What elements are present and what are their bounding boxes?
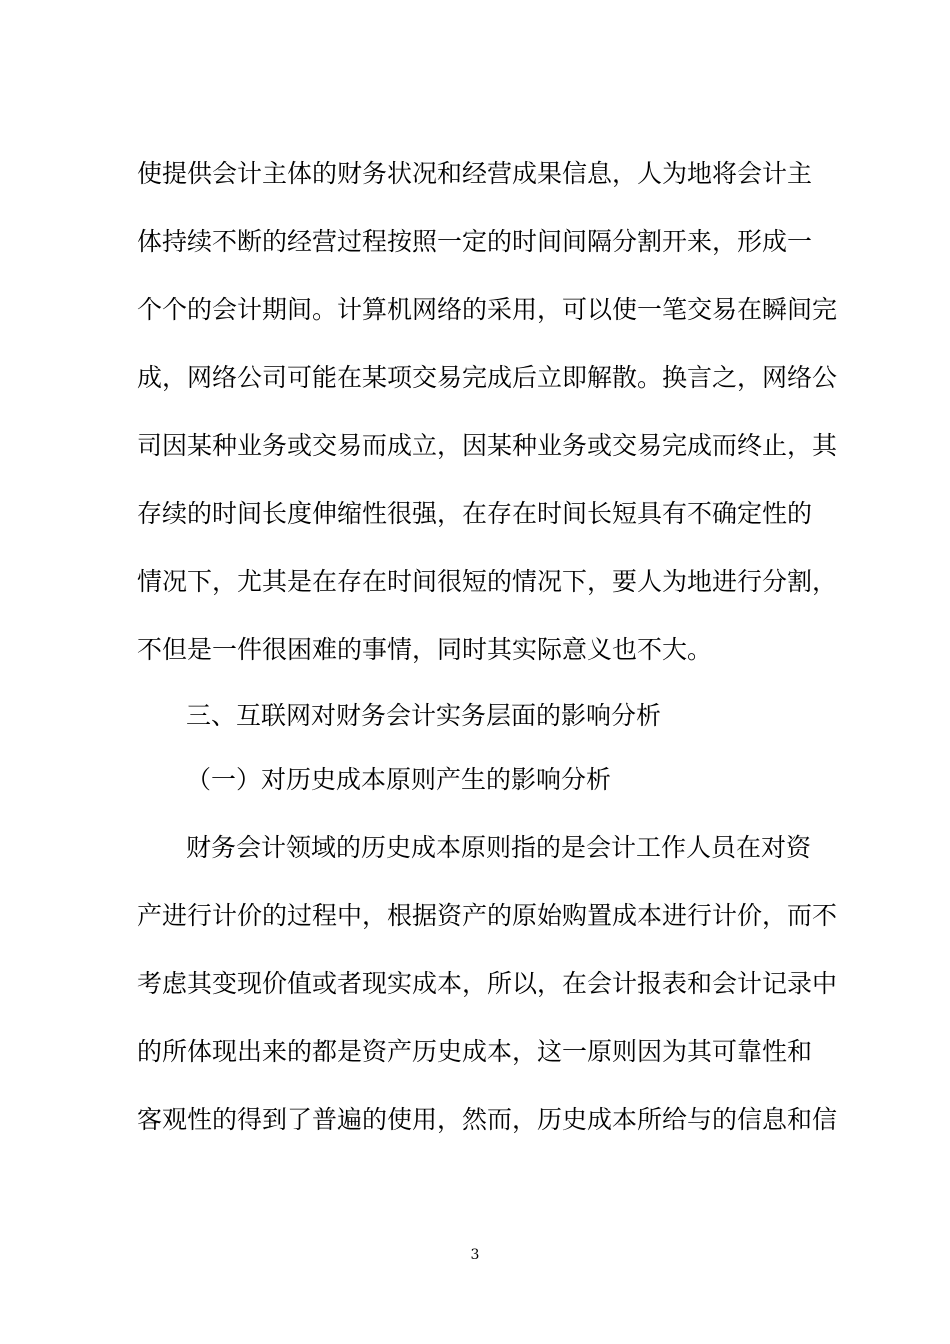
paragraph-1-line-4: 成，网络公司可能在某项交易完成后立即解散。换言之，网络公 (137, 363, 837, 392)
paragraph-1-line-6: 存续的时间长度伸缩性很强，在存在时间长短具有不确定性的 (137, 499, 813, 528)
paragraph-2-line-3: 考虑其变现价值或者现实成本，所以，在会计报表和会计记录中 (137, 969, 837, 998)
section-heading: 三、互联网对财务会计实务层面的影响分析 (186, 701, 662, 730)
paragraph-1-line-7: 情况下，尤其是在存在时间很短的情况下，要人为地进行分割， (137, 567, 837, 596)
subsection-heading: （一）对历史成本原则产生的影响分析 (186, 765, 612, 794)
paragraph-1-line-3: 个个的会计期间。计算机网络的采用，可以使一笔交易在瞬间完 (137, 295, 837, 324)
paragraph-2-line-1: 财务会计领域的历史成本原则指的是会计工作人员在对资 (186, 833, 812, 862)
paragraph-2-line-4: 的所体现出来的都是资产历史成本，这一原则因为其可靠性和 (137, 1037, 813, 1066)
page-number: 3 (470, 1247, 480, 1263)
paragraph-2-line-5: 客观性的得到了普遍的使用，然而，历史成本所给与的信息和信 (137, 1105, 837, 1134)
paragraph-1-line-2: 体持续不断的经营过程按照一定的时间间隔分割开来，形成一 (137, 227, 813, 256)
paragraph-1-line-8: 不但是一件很困难的事情，同时其实际意义也不大。 (137, 635, 713, 664)
paragraph-1-line-1: 使提供会计主体的财务状况和经营成果信息，人为地将会计主 (137, 159, 813, 188)
paragraph-2-line-2: 产进行计价的过程中，根据资产的原始购置成本进行计价，而不 (137, 901, 837, 930)
paragraph-1-line-5: 司因某种业务或交易而成立，因某种业务或交易完成而终止，其 (137, 431, 837, 460)
